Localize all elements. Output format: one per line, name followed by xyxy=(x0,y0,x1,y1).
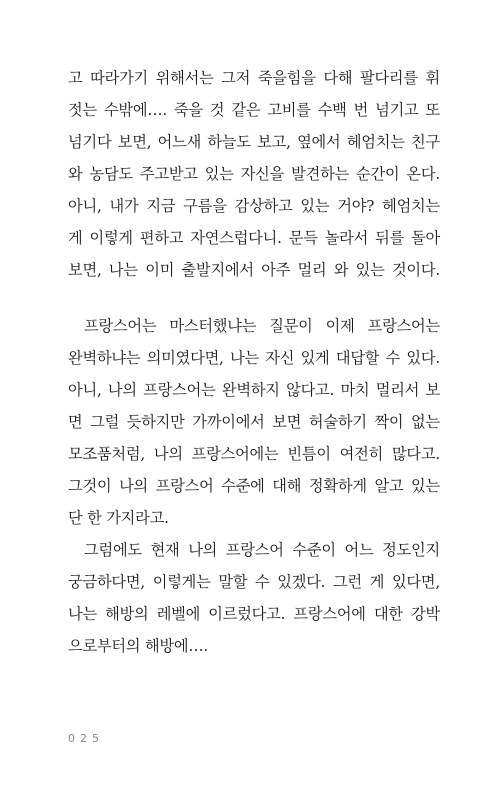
text-line: 궁금하다면, 이렇게는 말할 수 있겠다. 그런 게 있다면, xyxy=(68,573,440,591)
text-line: 완벽하냐는 의미였다면, 나는 자신 있게 대답할 수 있다. xyxy=(68,349,440,367)
text-line: 고 따라가기 위해서는 그저 죽을힘을 다해 팔다리를 휘 xyxy=(68,69,440,87)
page-number: 025 xyxy=(68,732,104,745)
text-line: 아니, 나의 프랑스어는 완벽하지 않다고. 마치 멀리서 보 xyxy=(68,381,440,399)
text-line: 그럼에도 현재 나의 프랑스어 수준이 어느 정도인지 xyxy=(84,541,440,559)
text-line: 나는 해방의 레벨에 이르렀다고. 프랑스어에 대한 강박 xyxy=(68,605,440,623)
text-line: 모조품처럼, 나의 프랑스어에는 빈틈이 여전히 많다고. xyxy=(68,445,440,463)
paragraph-french-mastery xyxy=(68,310,440,662)
paragraph-swimming xyxy=(68,62,440,286)
text-line: 보면, 나는 이미 출발지에서 아주 멀리 와 있는 것이다. xyxy=(68,261,440,279)
text-line: 아니, 내가 지금 구름을 감상하고 있는 거야? 헤엄치는 xyxy=(68,197,440,215)
text-line: 와 농담도 주고받고 있는 자신을 발견하는 순간이 온다. xyxy=(68,165,440,183)
text-line: 넘기다 보면, 어느새 하늘도 보고, 옆에서 헤엄치는 친구 xyxy=(68,133,440,151)
text-line: 프랑스어는 마스터했냐는 질문이 이제 프랑스어는 xyxy=(84,317,440,335)
text-line: 게 이렇게 편하고 자연스럽다니. 문득 놀라서 뒤를 돌아 xyxy=(68,229,440,247)
text-line: 으로부터의 해방에…. xyxy=(68,637,209,655)
text-line: 단 한 가지라고. xyxy=(68,509,169,527)
text-line: 그것이 나의 프랑스어 수준에 대해 정확하게 알고 있는 xyxy=(68,477,440,495)
text-line: 젓는 수밖에…. 죽을 것 같은 고비를 수백 번 넘기고 또 xyxy=(68,101,440,119)
text-line: 면 그럴 듯하지만 가까이에서 보면 허술하기 짝이 없는 xyxy=(68,413,440,431)
